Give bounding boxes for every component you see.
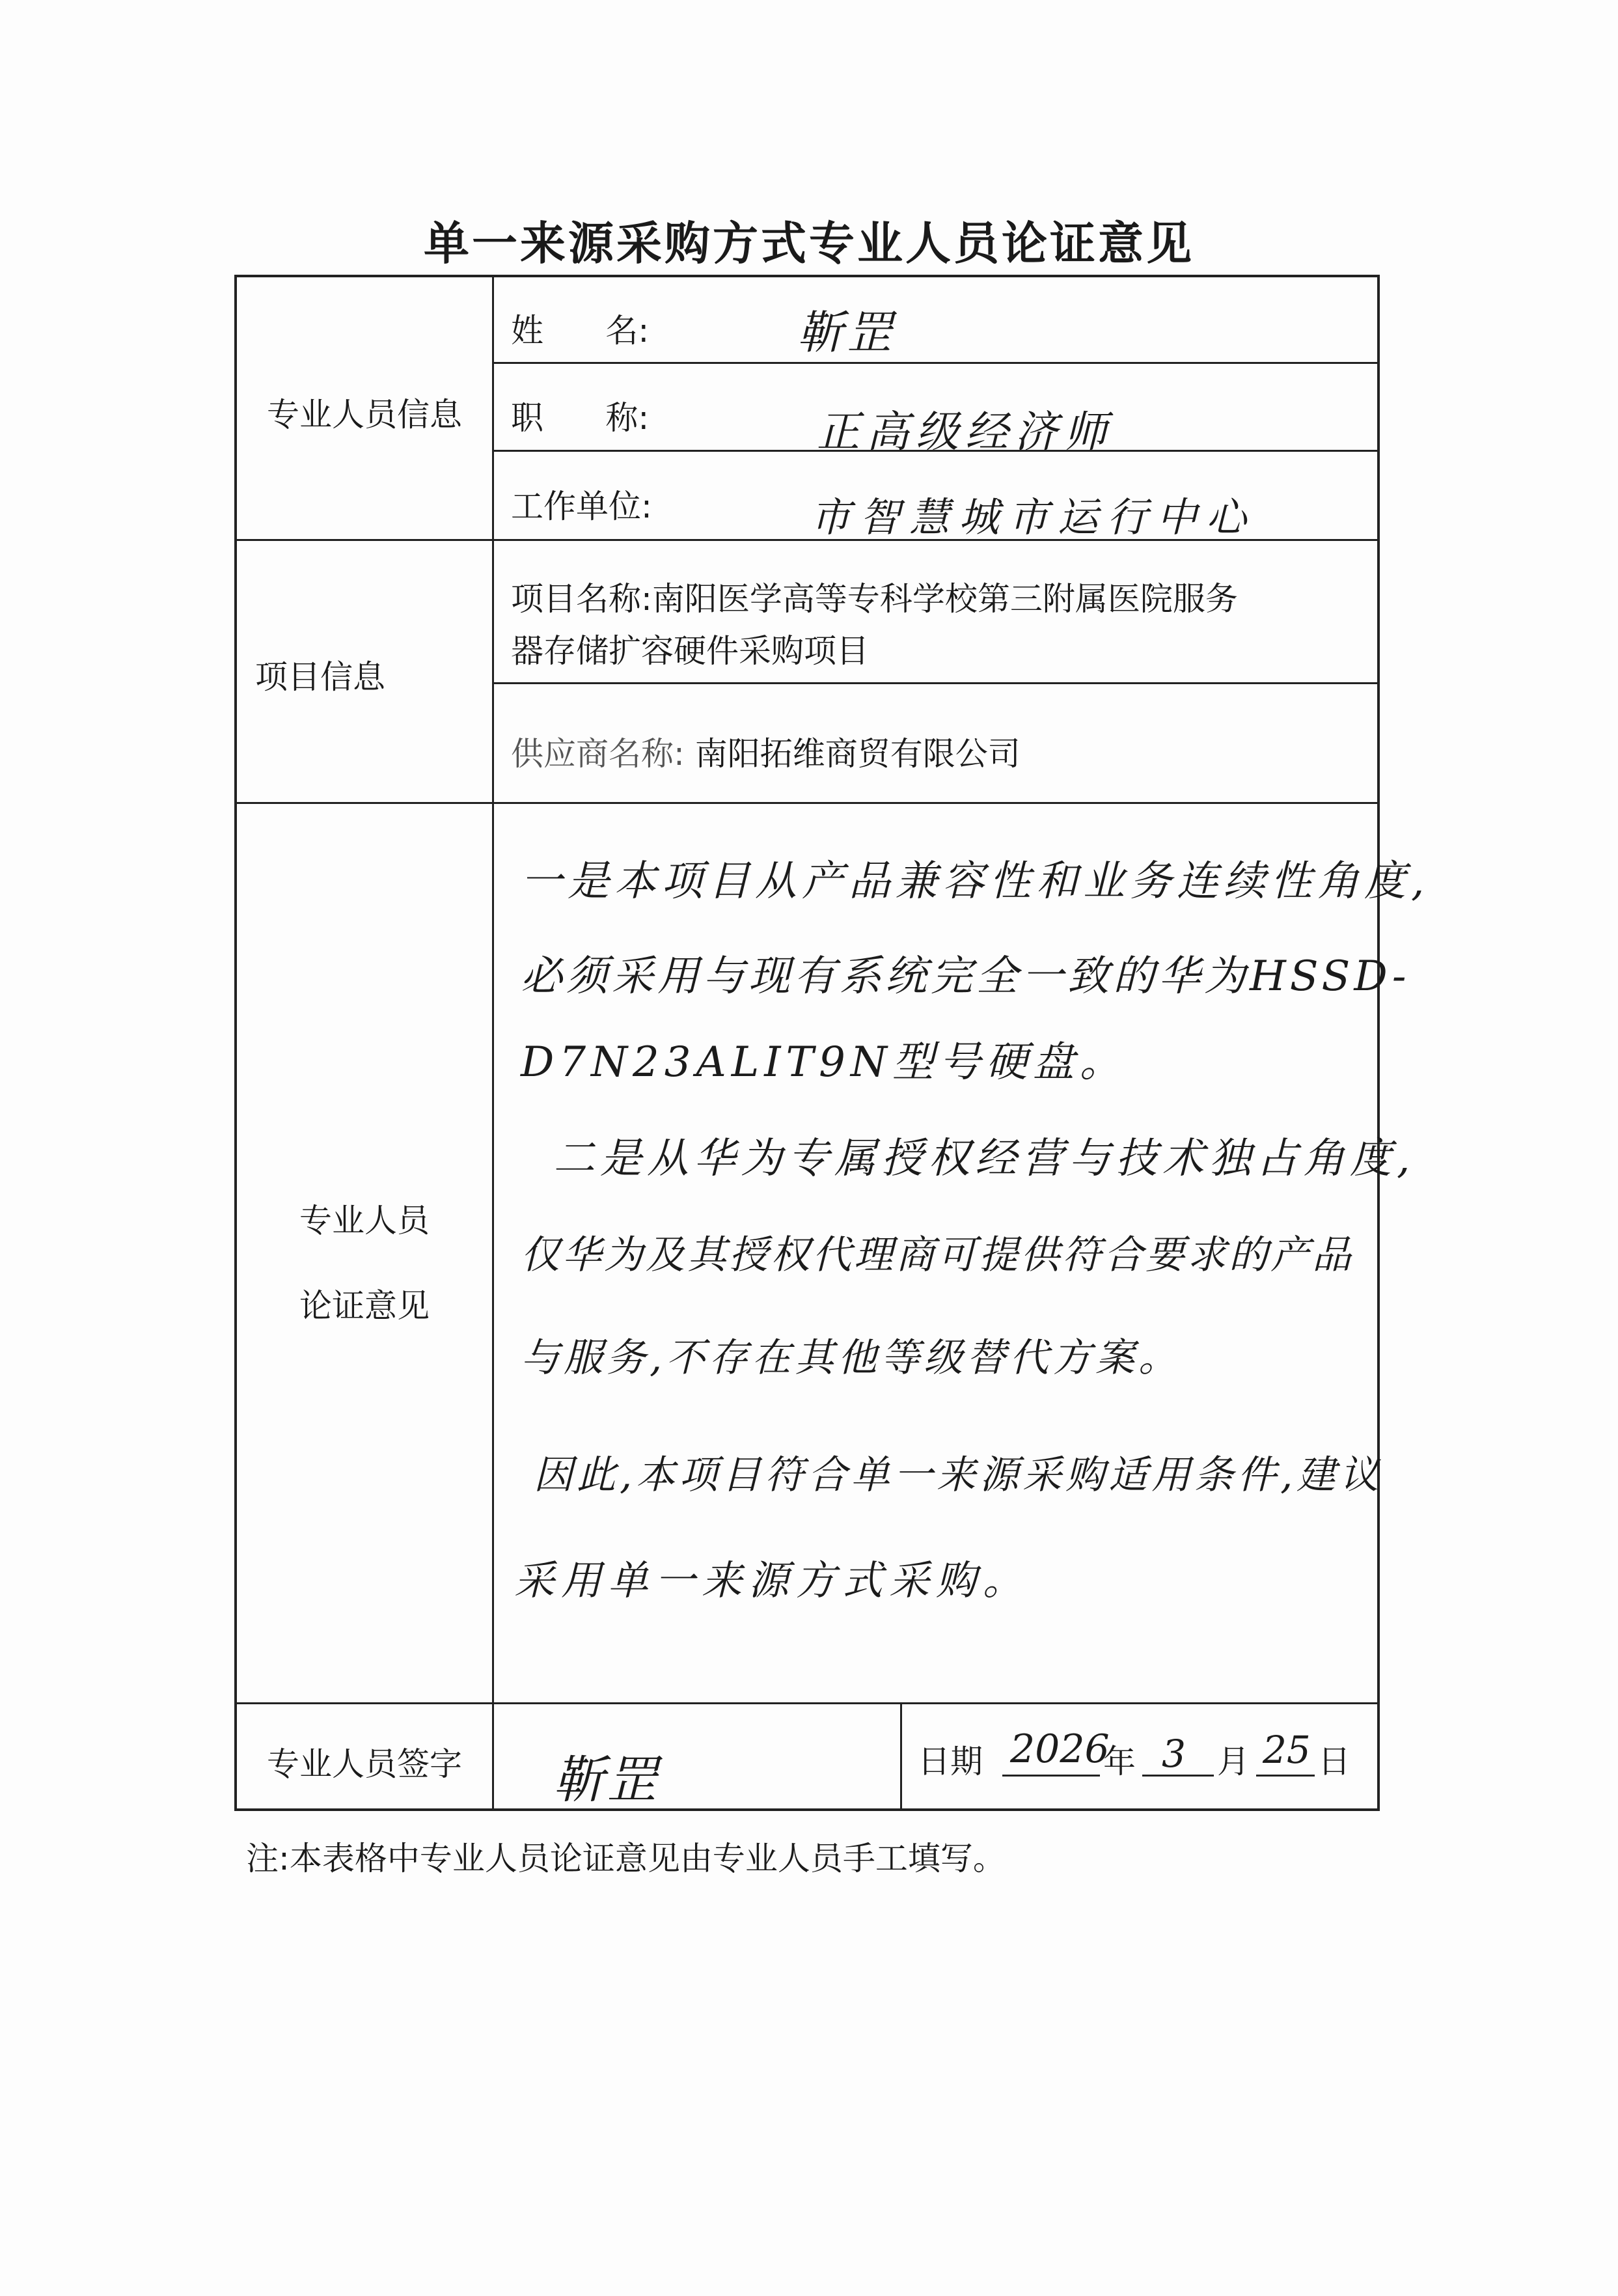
date-month-suffix: 月 — [1217, 1743, 1250, 1780]
column-divider — [492, 275, 494, 1704]
table-border-right — [1377, 275, 1380, 1811]
date-day-underline — [1256, 1775, 1315, 1777]
project-info-label: 项目信息 — [255, 658, 385, 696]
date-month: 3 — [1162, 1732, 1186, 1776]
project-name-label-text: 项目名称: — [511, 580, 652, 618]
supplier-value: 南阳拓维商贸有限公司 — [694, 735, 1021, 773]
unit-value: 市智慧城市运行中心 — [810, 493, 1256, 541]
opinion-line-4: 二是从华为专属授权经营与技术独占角度, — [553, 1135, 1416, 1183]
opinion-line-7: 因此,本项目符合单一来源采购适用条件,建议 — [534, 1452, 1383, 1498]
opinion-line-2: 必须采用与现有系统完全一致的华为HSSD- — [521, 952, 1410, 1001]
date-day: 25 — [1263, 1728, 1311, 1772]
title-label: 职 称: — [511, 399, 650, 437]
table-border-left — [234, 275, 237, 1811]
opinion-label-line2: 论证意见 — [299, 1287, 430, 1325]
name-value: 靳罡 — [797, 306, 896, 359]
column-divider — [492, 1702, 494, 1810]
opinion-label-line1: 专业人员 — [299, 1202, 430, 1239]
date-label: 日期 — [918, 1743, 983, 1780]
table-border-bottom — [234, 1808, 1380, 1811]
project-name-label — [511, 573, 1238, 620]
opinion-line-3: D7N23ALIT9N型号硬盘。 — [521, 1038, 1127, 1086]
opinion-line-5: 仅华为及其授权代理商可提供符合要求的产品 — [521, 1232, 1354, 1278]
title-value: 正高级经济师 — [817, 407, 1114, 457]
row-divider — [492, 362, 1378, 364]
date-year-suffix: 年 — [1103, 1743, 1136, 1780]
signature-label: 专业人员签字 — [267, 1745, 462, 1783]
date-year: 2026 — [1010, 1726, 1110, 1772]
opinion-line-1: 一是本项目从产品兼容性和业务连续性角度, — [521, 857, 1430, 906]
footnote: 注:本表格中专业人员论证意见由专业人员手工填写。 — [246, 1840, 1006, 1877]
opinion-line-8: 采用单一来源方式采购。 — [514, 1556, 1030, 1604]
date-year-underline — [1002, 1775, 1100, 1777]
project-name-line2: 器存储扩容硬件采购项目 — [511, 632, 869, 670]
personnel-info-label: 专业人员信息 — [267, 396, 462, 434]
table-border-top — [234, 275, 1380, 277]
row-divider — [492, 682, 1378, 684]
date-day-suffix: 日 — [1318, 1743, 1351, 1780]
supplier-row — [511, 728, 1021, 775]
signature-value: 靳罡 — [553, 1751, 661, 1810]
supplier-label: 供应商名称: — [511, 735, 685, 773]
column-divider — [900, 1702, 902, 1810]
name-label: 姓 名: — [511, 312, 650, 350]
unit-label: 工作单位: — [511, 488, 652, 525]
project-name-line1: 南阳医学高等专科学校第三附属医院服务 — [651, 580, 1238, 618]
opinion-line-6: 与服务,不存在其他等级替代方案。 — [521, 1335, 1182, 1381]
row-divider — [234, 802, 1378, 804]
row-divider — [234, 1702, 1378, 1704]
page-title: 单一来源采购方式专业人员论证意见 — [424, 216, 1194, 270]
